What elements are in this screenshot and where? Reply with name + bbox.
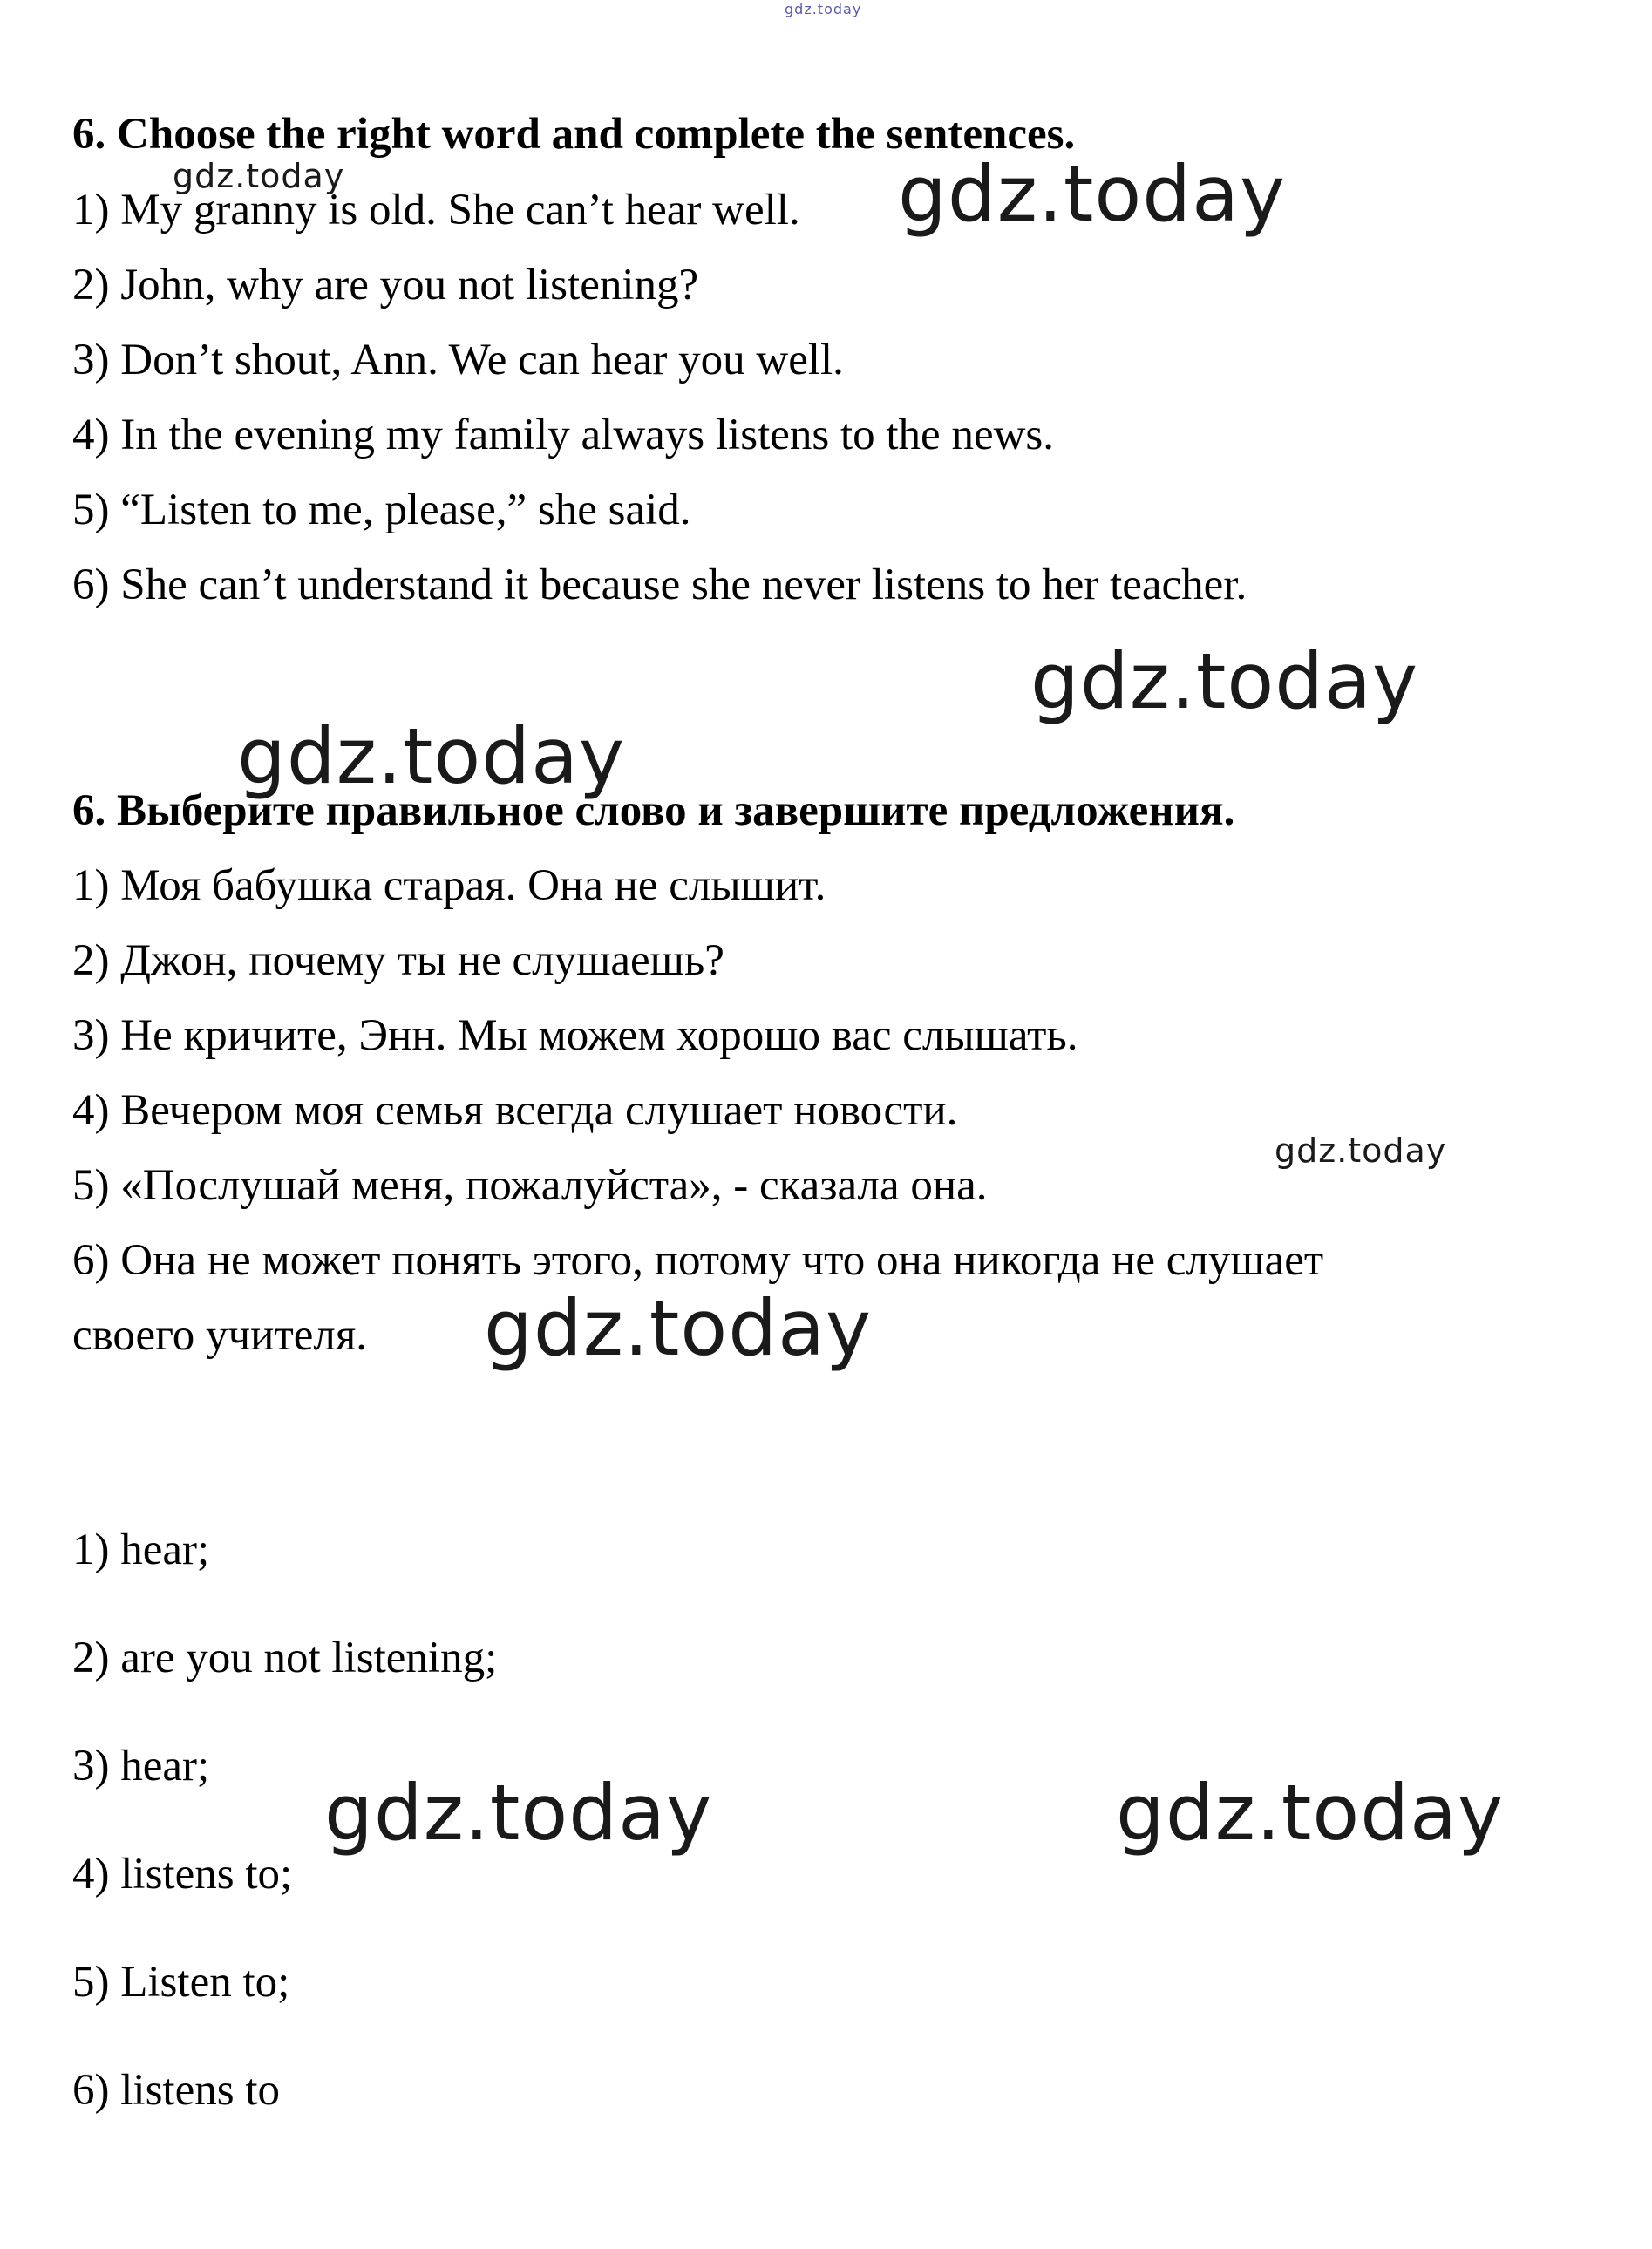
answer-2: 2) are you not listening;: [72, 1634, 498, 1682]
answer-3: 3) hear;: [72, 1742, 210, 1790]
russian-item-6: 6) Она не может понять этого, потому что она никогда не слушает: [72, 1236, 1324, 1285]
watermark-large-5: gdz.today: [324, 1768, 713, 1858]
russian-item-6-continuation: своего учителя.: [72, 1311, 368, 1360]
watermark-small-1: gdz.today: [173, 157, 345, 195]
watermark-large-6: gdz.today: [1116, 1768, 1505, 1858]
answer-1: 1) hear;: [72, 1525, 210, 1574]
watermark-large-3: gdz.today: [237, 711, 626, 801]
english-item-1: 1) My granny is old. She can’t hear well.: [72, 186, 800, 234]
answer-6: 6) listens to: [72, 2066, 280, 2115]
english-item-5: 5) “Listen to me, please,” she said.: [72, 486, 691, 534]
russian-item-3: 3) Не кричите, Энн. Мы можем хорошо вас слышать.: [72, 1011, 1078, 1060]
watermark-large-4: gdz.today: [484, 1283, 873, 1373]
english-item-3: 3) Don’t shout, Ann. We can hear you well.: [72, 336, 844, 384]
russian-item-2: 2) Джон, почему ты не слушаешь?: [72, 936, 724, 985]
watermark-small-2: gdz.today: [1275, 1131, 1447, 1170]
watermark-large-2: gdz.today: [1030, 636, 1419, 726]
answer-5: 5) Listen to;: [72, 1958, 290, 2007]
russian-item-4: 4) Вечером моя семья всегда слушает новости.: [72, 1086, 958, 1135]
answer-4: 4) listens to;: [72, 1850, 293, 1899]
russian-item-5: 5) «Послушай меня, пожалуйста», - сказала она.: [72, 1161, 988, 1210]
russian-item-1: 1) Моя бабушка старая. Она не слышит.: [72, 861, 826, 910]
english-item-6: 6) She can’t understand it because she never listens to her teacher.: [72, 561, 1247, 609]
watermark-top: gdz.today: [785, 1, 862, 17]
watermark-large-1: gdz.today: [898, 149, 1287, 239]
english-item-4: 4) In the evening my family always listens to the news.: [72, 411, 1055, 459]
english-heading: 6. Choose the right word and complete the sentences.: [72, 110, 1076, 159]
english-item-2: 2) John, why are you not listening?: [72, 261, 699, 309]
russian-heading: 6. Выберите правильное слово и завершите предложения.: [72, 786, 1235, 835]
